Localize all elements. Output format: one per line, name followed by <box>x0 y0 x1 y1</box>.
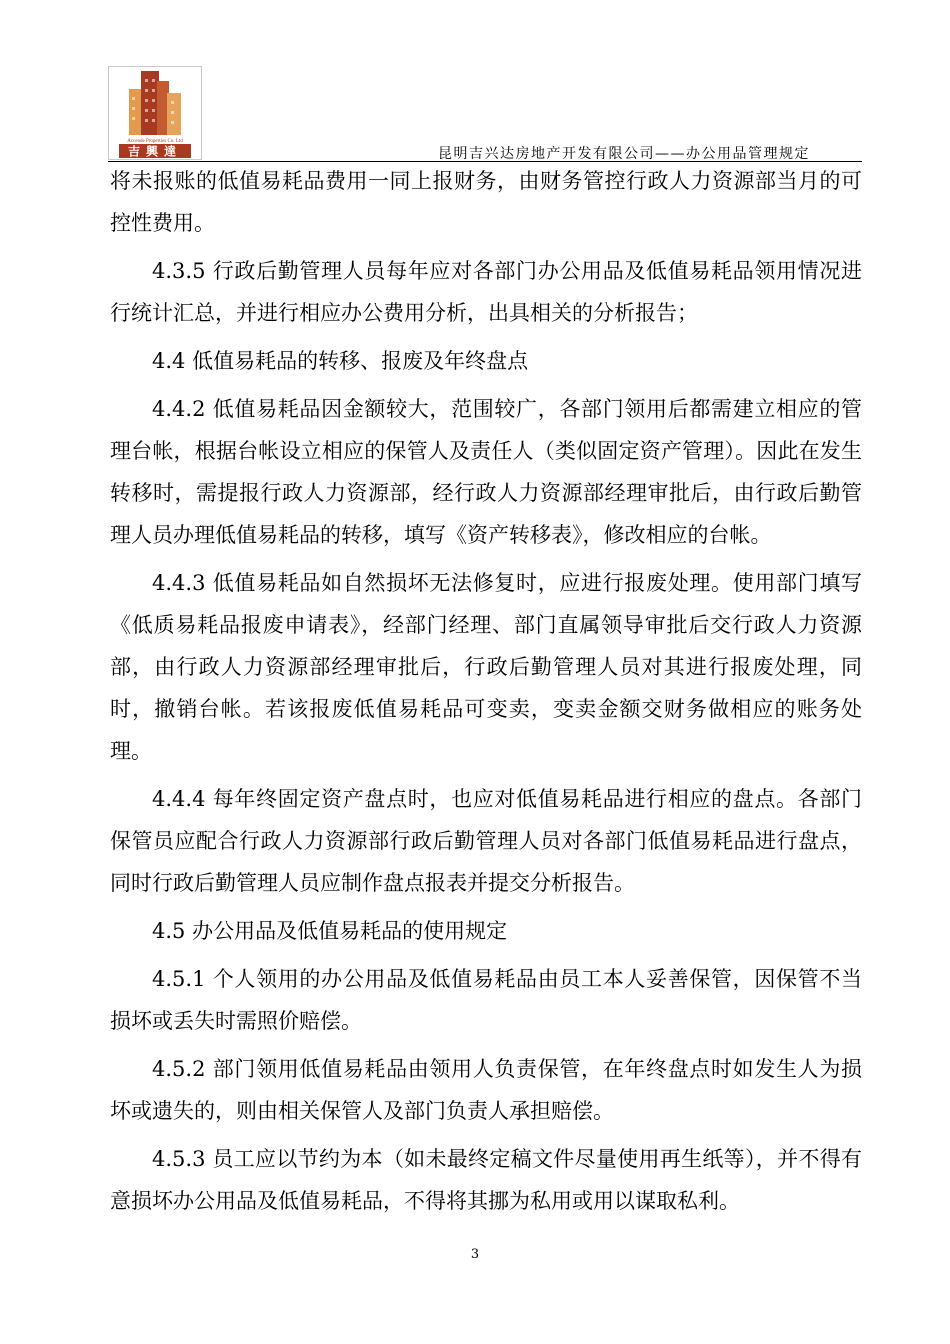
paragraph-4-4-2: 4.4.2 低值易耗品因金额较大，范围较广，各部门领用后都需建立相应的管理台帐，根据台帐设立相应的保管人及责任人（类似固定资产管理）。因此在发生转移时，需提报行政人力资源部，经行政人力资源部经理审批后，由行政后勤管理人员办理低值易耗品的转移，填写《资产转移表》，修改相应的台帐。 <box>110 397 862 547</box>
building-logo-icon <box>109 67 201 159</box>
page-number: 3 <box>470 1247 480 1262</box>
paragraph-4-4-4: 4.4.4 每年终固定资产盘点时，也应对低值易耗品进行相应的盘点。各部门保管员应配合行政人力资源部行政后勤管理人员对各部门低值易耗品进行盘点，同时行政后勤管理人员应制作盘点报表并提交分析报告。 <box>110 787 862 895</box>
logo-subtext: Accende Properties Co. Ltd <box>127 139 183 144</box>
document-body <box>110 160 862 1228</box>
company-logo <box>108 66 202 160</box>
paragraph-4-5-1: 4.5.1 个人领用的办公用品及低值易耗品由员工本人妥善保管，因保管不当损坏或丢失时需照价赔偿。 <box>110 967 862 1033</box>
paragraph-4-4-3: 4.4.3 低值易耗品如自然损坏无法修复时，应进行报废处理。使用部门填写《低质易耗品报废申请表》，经部门经理、部门直属领导审批后交行政人力资源部，由行政人力资源部经理审批后，行政后勤管理人员对其进行报废处理，同时，撤销台帐。若该报废低值易耗品可变卖，变卖金额交财务做相应的账务处理。 <box>110 571 862 763</box>
section-heading-4-4: 4.4 低值易耗品的转移、报废及年终盘点 <box>152 349 529 373</box>
header-title: 昆明吉兴达房地产开发有限公司——办公用品管理规定 <box>438 146 810 162</box>
paragraph-4-5-3: 4.5.3 员工应以节约为本（如未最终定稿文件尽量使用再生纸等），并不得有意损坏办公用品及低值易耗品，不得将其挪为私用或用以谋取私利。 <box>110 1147 862 1213</box>
logo-building-center <box>141 71 159 135</box>
section-heading-4-5: 4.5 办公用品及低值易耗品的使用规定 <box>152 919 508 943</box>
paragraph-4-3-5: 4.3.5 行政后勤管理人员每年应对各部门办公用品及低值易耗品领用情况进行统计汇总，并进行相应办公费用分析，出具相关的分析报告； <box>110 259 862 325</box>
logo-name: 吉興達 <box>127 144 183 159</box>
paragraph-continuation: 将未报账的低值易耗品费用一同上报财务，由财务管控行政人力资源部当月的可控性费用。 <box>110 169 862 235</box>
paragraph-4-5-2: 4.5.2 部门领用低值易耗品由领用人负责保管，在年终盘点时如发生人为损坏或遗失的，则由相关保管人及部门负责人承担赔偿。 <box>110 1057 862 1123</box>
logo-building-left <box>129 89 143 135</box>
